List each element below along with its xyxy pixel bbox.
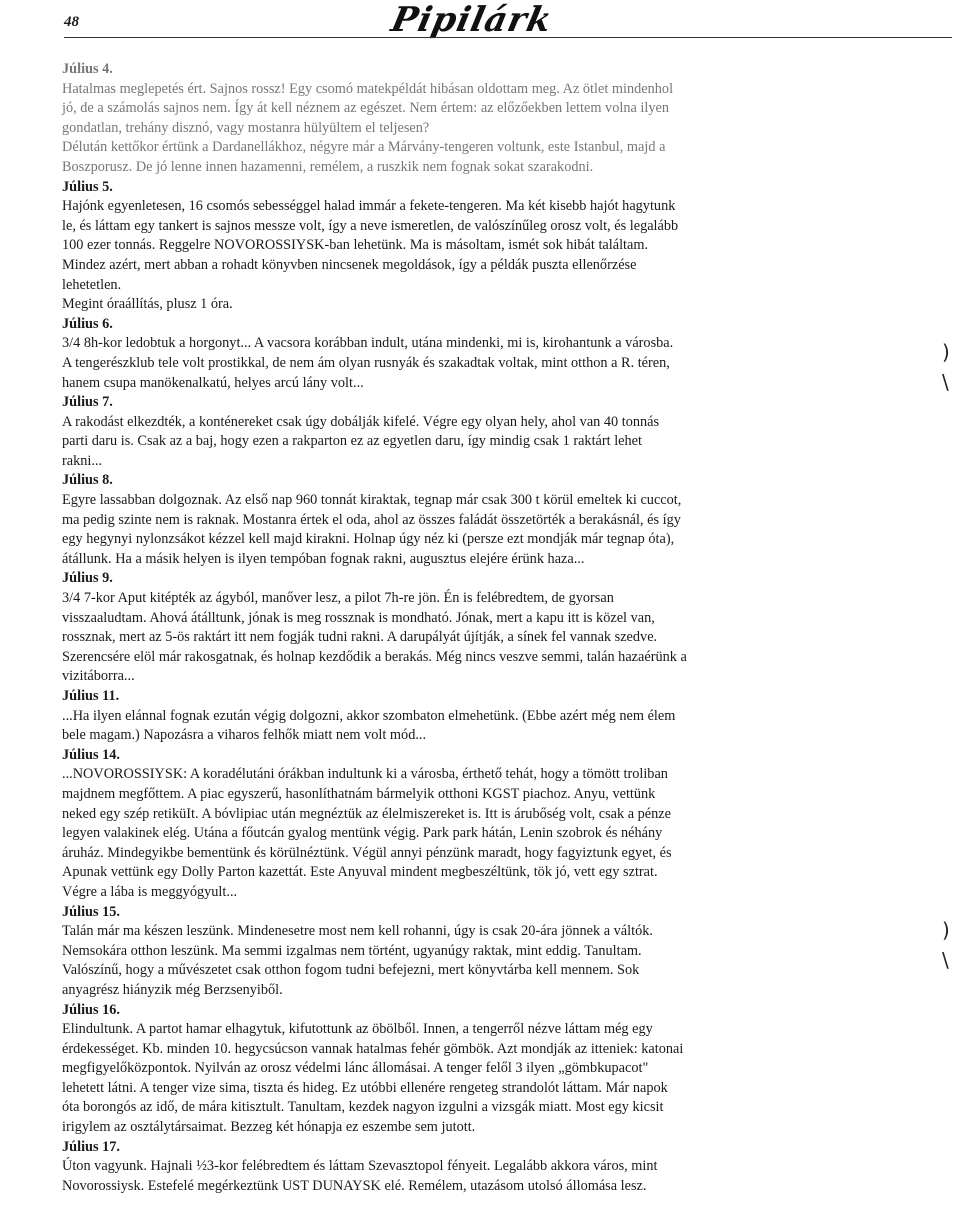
entry-text-line: bele magam.) Napozásra a viharos felhők miatt nem volt mód... bbox=[62, 727, 427, 744]
entry-text-line: visszaaludtam. Ahová átálltunk, jónak is meg rossznak is mondható. Jónak, mert a kapu itt is közel van, bbox=[62, 609, 655, 626]
diary-content bbox=[62, 60, 868, 1196]
entry-text-line: jó, de a számolás sajnos nem. Így át kell néznem az egészet. Nem értem: az előzőekben lettem volna ilyen bbox=[62, 100, 669, 117]
entry-text-line: vizitáborra... bbox=[62, 668, 135, 685]
entry-text-line: lehetett látni. A tenger vize sima, tiszta és hideg. Ez utóbbi ellenére rengeteg strandolót láttam. Már napok bbox=[62, 1079, 668, 1096]
entry-text-line: legyen valakinek elég. Utána a főutcán gyalog mentünk végig. Park park hátán, Lenin szobrok és néhány bbox=[62, 825, 663, 842]
entry-text-line: ...NOVOROSSIYSK: A koradélutáni órákban indultunk ki a városba, érthető tehát, hogy a tömött troliban bbox=[62, 766, 668, 783]
diary-entry bbox=[62, 178, 868, 315]
entry-text-line: parti daru is. Csak az a baj, hogy ezen a rakparton ez az egyetlen daru, így mindig csak 1 raktárt lehet bbox=[62, 433, 642, 450]
entry-text-line: egy hegynyi nylonzsákot kézzel kell majd kirakni. Holnap úgy néz ki (persze ezt mondják már tegnap óta), bbox=[62, 531, 675, 548]
entry-text-line: áruház. Mindegyikbe bementünk és körülnéztünk. Végül annyi pénzünk maradt, hogy fagyiztunk egyet, és bbox=[62, 844, 672, 861]
entry-text-line: Novorossiysk. Estefelé megérkeztünk UST DUNAYSK elé. Remélem, utazásom utolsó állomása lesz. bbox=[62, 1177, 647, 1194]
entry-date: Július 11. bbox=[62, 688, 120, 704]
margin-mark-2: \ bbox=[942, 370, 949, 394]
entry-text-line: lehetetlen. bbox=[62, 276, 122, 293]
entry-date: Július 7. bbox=[62, 394, 113, 411]
diary-entry bbox=[62, 60, 868, 178]
diary-entry bbox=[62, 1138, 868, 1197]
entry-text-line: A tengerészklub tele volt prostikkal, de nem ám olyan rusnyák és szakadtak voltak, mint otthon a R. téren, bbox=[62, 354, 670, 371]
entry-text-line: Megint óraállítás, plusz 1 óra. bbox=[62, 296, 233, 313]
entry-text-line: Egyre lassabban dolgoznak. Az első nap 960 tonnát kiraktak, tegnap már csak 300 t körül emeltek ki cuccot, bbox=[62, 492, 682, 509]
publication-logo: Pipilárk bbox=[387, 0, 556, 40]
entry-date: Július 16. bbox=[62, 1001, 121, 1018]
entry-text-line: irigylem az osztálytársaimat. Bezzeg két hónapja ez eszembe sem jutott. bbox=[62, 1119, 476, 1136]
entry-date: Július 5. bbox=[62, 178, 113, 195]
entry-text-line: Végre a lába is meggyógyult... bbox=[62, 883, 238, 900]
entry-text-line: Mindez azért, mert abban a rohadt könyvben nincsenek megoldások, így a példák puszta ellenőrzése bbox=[62, 256, 637, 273]
entry-text-line: rossznak, mert az 5-ös raktárt itt nem fogják tudni rakni. A darupályát újítják, a sínek fel vannak szedve. bbox=[62, 629, 658, 646]
entry-date: Július 15. bbox=[62, 903, 121, 920]
entry-date: Július 6. bbox=[62, 315, 113, 332]
margin-mark-1: ) bbox=[942, 340, 950, 364]
entry-text-line: 3/4 7-kor Aput kitépték az ágyból, manőver lesz, a pilot 7h-re jön. Én is felébredtem, de gyorsan bbox=[62, 590, 614, 607]
entry-date: Július 8. bbox=[62, 472, 113, 489]
diary-entry bbox=[62, 471, 868, 569]
entry-text-line: le, és láttam egy tankert is sajnos messze volt, így a neve ismeretlen, de valószínűleg orosz volt, és legalább bbox=[62, 217, 679, 234]
diary-entry bbox=[62, 569, 868, 687]
entry-text-line: Délután kettőkor értünk a Dardanellákhoz, négyre már a Márvány-tengeren voltunk, este Istanbul, majd a bbox=[62, 139, 666, 156]
entry-date: Július 14. bbox=[62, 746, 121, 763]
entry-text-line: majdnem megfőttem. A piac egyszerű, hasonlíthatnám bármelyik otthoni KGST piachoz. Anyu, vettünk bbox=[62, 785, 656, 802]
diary-entry bbox=[62, 687, 868, 746]
entry-text-line: Nemsokára otthon leszünk. Ma semmi izgalmas nem történt, ugyanúgy raktak, mint eddig. Tanultam. bbox=[62, 942, 642, 959]
entry-text-line: Hajónk egyenletesen, 16 csomós sebességgel halad immár a fekete-tengeren. Ma két kisebb hajót hagytunk bbox=[62, 198, 676, 215]
entry-date: Július 9. bbox=[62, 570, 113, 587]
entry-text-line: megfigyelőközpontok. Nyilván az orosz védelmi lánc állomásai. A tenger felől 3 ilyen „gömbkupacot" bbox=[62, 1060, 649, 1077]
entry-text-line: rakni... bbox=[62, 452, 103, 469]
entry-text-line: hanem csupa manökenalkatú, helyes arcú lány volt... bbox=[62, 374, 364, 391]
entry-text-line: gondatlan, trehány disznó, vagy mostanra hülyültem el teljesen? bbox=[62, 119, 430, 136]
page-number: 48 bbox=[64, 14, 79, 30]
entry-text-line: Úton vagyunk. Hajnali ½3-kor felébredtem és láttam Szevasztopol fényeit. Legalább akkora város, mint bbox=[62, 1158, 658, 1175]
header-rule bbox=[64, 37, 952, 38]
diary-entry bbox=[62, 1001, 868, 1138]
entry-text-line: érdekességet. Kb. minden 10. hegycsúcson vannak hatalmas fehér gömbök. Azt mondják az itteniek: katonai bbox=[62, 1040, 684, 1057]
entry-date: Július 17. bbox=[62, 1138, 121, 1155]
diary-entry bbox=[62, 746, 868, 903]
entry-text-line: anyagrész hiányzik még Berzsenyiből. bbox=[62, 981, 283, 998]
margin-mark-3: ) bbox=[942, 918, 950, 942]
diary-entry bbox=[62, 903, 868, 1001]
entry-text-line: Valószínű, hogy a művészetet csak otthon fogom tudni befejezni, mert könyvtárba kell mennem. Sok bbox=[62, 962, 640, 979]
entry-text-line: 100 ezer tonnás. Reggelre NOVOROSSIYSK-ban lehetünk. Ma is másoltam, ismét sok hibát találtam. bbox=[62, 237, 649, 254]
entry-text-line: Elindultunk. A partot hamar elhagytuk, kifutottunk az öbölből. Innen, a tengerről nézve láttam még egy bbox=[62, 1021, 653, 1038]
entry-text-line: átállunk. Ha a másik helyen is ilyen tempóban fognak rakni, augusztus elejére érünk haza... bbox=[62, 550, 585, 567]
entry-text-line: ma pedig szinte nem is raknak. Mostanra értek el oda, ahol az összes faládát összetörték a berakásnál, és így bbox=[62, 511, 681, 528]
entry-text-line: A rakodást elkezdték, a konténereket csak úgy dobálják kifelé. Végre egy olyan hely, ahol van 40 tonnás bbox=[62, 413, 660, 430]
entry-text-line: Apunak vettünk egy Dolly Parton kazettát. Este Anyuval mindent megbeszéltünk, tök jó, vett egy sztrat. bbox=[62, 864, 658, 881]
margin-mark-4: \ bbox=[942, 948, 949, 972]
entry-text-line: Boszporusz. De jó lenne innen hazamenni, remélem, a ruszkik nem fognak sokat szarakodni. bbox=[62, 158, 594, 175]
entry-text-line: óta borongós az idő, de mára kitisztult. Tanultam, kezdek nagyon izgulni a vizsgák miatt. Most egy kicsit bbox=[62, 1099, 664, 1116]
entry-text-line: Talán már ma készen leszünk. Mindenesetre most nem kell rohanni, úgy is csak 20-ára jönnek a váltók. bbox=[62, 923, 653, 940]
entry-text-line: Hatalmas meglepetés ért. Sajnos rossz! Egy csomó matekpéldát hibásan oldottam meg. Az ötlet mindenhol bbox=[62, 80, 674, 97]
entry-date: Július 4. bbox=[62, 61, 113, 77]
entry-text-line: 3/4 8h-kor ledobtuk a horgonyt... A vacsora korábban indult, utána mindenki, mi is, kirohantunk a városba. bbox=[62, 335, 674, 352]
diary-entry bbox=[62, 315, 868, 393]
entry-text-line: ...Ha ilyen elánnal fognak ezután végig dolgozni, akkor szombaton elmehetünk. (Ebbe azért még nem élem bbox=[62, 707, 676, 724]
entry-text-line: neked egy szép retiküIt. A bóvlipiac után megnéztük az élelmiszereket is. Itt is árubőség volt, csak a pénze bbox=[62, 805, 671, 822]
entry-text-line: Szerencsére elöl már rakosgatnak, és holnap kezdődik a berakás. Még nincs veszve semmi, talán hazaérünk a bbox=[62, 648, 687, 665]
diary-entry bbox=[62, 393, 868, 471]
